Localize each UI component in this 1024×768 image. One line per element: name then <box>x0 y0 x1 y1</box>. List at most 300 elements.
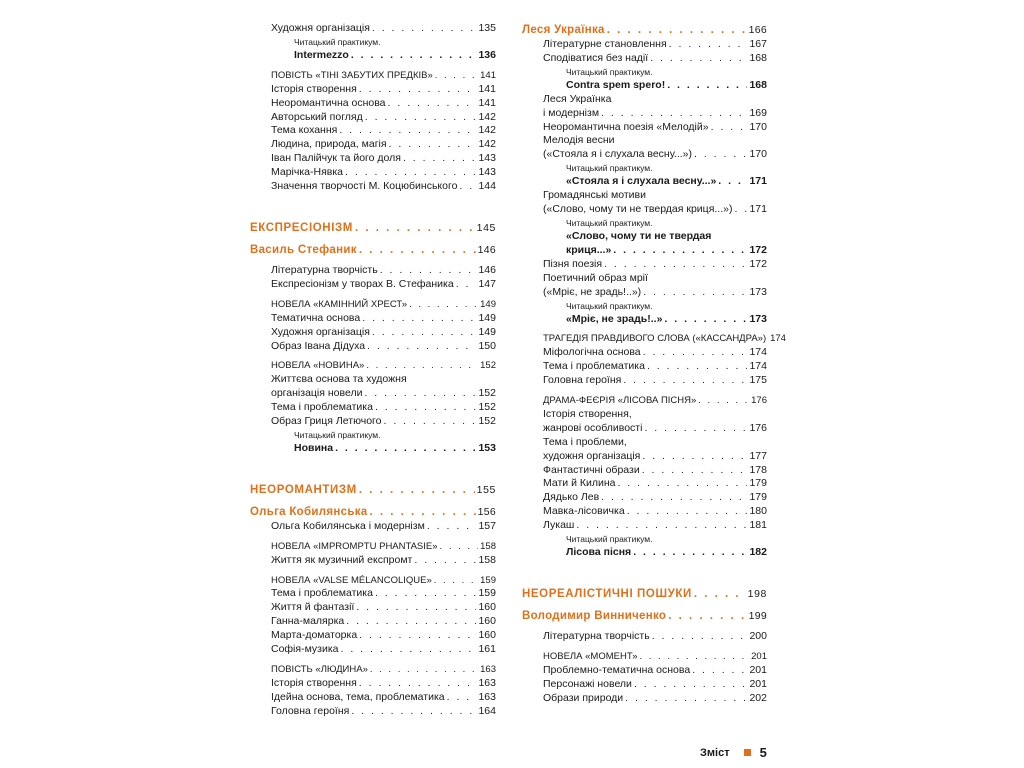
toc-entry-title: художня організація <box>543 449 641 462</box>
dot-leader <box>375 587 477 601</box>
toc-page-number: 152 <box>478 415 496 428</box>
toc-entry-title: НОВЕЛА «VALSE MÉLANCOLIQUE» <box>271 574 432 586</box>
toc-page-number: 176 <box>749 421 767 434</box>
toc-page-number: 159 <box>478 587 496 600</box>
dot-leader <box>440 540 479 554</box>
toc-page-number: 170 <box>749 148 767 161</box>
toc-entry[interactable] <box>250 340 496 354</box>
toc-entry[interactable] <box>250 83 496 97</box>
dot-leader <box>447 691 477 705</box>
dot-leader <box>607 22 747 38</box>
toc-page-number: 179 <box>749 477 767 490</box>
toc-entry[interactable] <box>250 554 496 568</box>
dot-leader <box>459 180 476 194</box>
toc-entry-title: Пізня поезія <box>543 257 603 270</box>
dot-leader <box>383 415 476 429</box>
dot-leader <box>372 22 477 36</box>
toc-page-number: 175 <box>749 374 767 387</box>
dot-leader <box>362 312 476 326</box>
toc-entry[interactable] <box>522 422 767 436</box>
dot-leader <box>643 346 748 360</box>
toc-entry-title: ТРАГЕДІЯ ПРАВДИВОГО СЛОВА («КАССАНДРА») <box>543 333 767 345</box>
toc-page-number: 156 <box>477 505 496 518</box>
toc-page-number: 145 <box>476 221 496 234</box>
toc-practicum-entry[interactable] <box>522 546 767 560</box>
toc-entry-title: ПОВІСТЬ «ТІНІ ЗАБУТИХ ПРЕДКІВ» <box>271 69 433 81</box>
footer-square-icon <box>744 749 751 756</box>
toc-page-number: 158 <box>478 553 496 566</box>
toc-page-number: 160 <box>478 601 496 614</box>
spacer <box>250 456 496 482</box>
toc-entry-title: НОВЕЛА «НОВИНА» <box>271 360 365 372</box>
toc-practicum-entry[interactable] <box>522 244 767 258</box>
toc-entry-title: Ганна-малярка <box>271 615 345 628</box>
toc-work-heading[interactable] <box>522 650 767 664</box>
dot-leader <box>642 450 747 464</box>
toc-page-number: 158 <box>480 540 496 552</box>
toc-work-heading[interactable] <box>522 332 786 346</box>
toc-entry-title: Софія-музика <box>271 643 339 656</box>
toc-entry[interactable] <box>522 519 767 533</box>
toc-entry-title: Дядько Лев <box>543 491 600 504</box>
toc-entry-title: Володимир Винниченко <box>522 610 667 622</box>
toc-entry-title: Життя й фантазії <box>271 601 355 614</box>
toc-movement-heading[interactable] <box>250 482 496 498</box>
toc-entry-title: Новина <box>294 441 334 454</box>
toc-author-heading[interactable] <box>522 608 767 624</box>
spacer <box>250 194 496 220</box>
reader-practicum-label: Читацький практикум. <box>566 217 653 228</box>
dot-leader <box>359 482 475 498</box>
toc-entry-title: жанрові особливості <box>543 421 643 434</box>
dot-leader <box>372 326 477 340</box>
dot-leader <box>669 38 748 52</box>
toc-page-number: 164 <box>478 704 496 717</box>
dot-leader <box>380 264 477 278</box>
dot-leader <box>633 546 747 560</box>
dot-leader <box>647 360 748 374</box>
toc-entry-line: Леся Українка <box>543 92 612 105</box>
toc-entry-title: Тематична основа <box>271 311 361 324</box>
toc-practicum-entry[interactable] <box>250 442 496 456</box>
toc-entry-title: Тема кохання <box>271 124 338 137</box>
spacer <box>522 560 767 586</box>
toc-entry-title: Фантастичні образи <box>543 463 640 476</box>
toc-entry-title: «Мріє, не зрадь!..» <box>566 312 663 325</box>
reader-practicum-label: Читацький практикум. <box>566 300 653 311</box>
toc-entry-title: Проблемно-тематична основа <box>543 663 691 676</box>
toc-entry-title: НЕОРЕАЛІСТИЧНІ ПОШУКИ <box>522 588 692 600</box>
toc-entry[interactable] <box>522 374 767 388</box>
toc-entry-title: Літературна творчість <box>271 263 378 276</box>
toc-page-number: 157 <box>478 519 496 532</box>
toc-page-number: 152 <box>478 387 496 400</box>
dot-leader <box>369 504 475 520</box>
dot-leader <box>613 244 747 258</box>
toc-entry-title: Літературна творчість <box>543 630 650 642</box>
reader-practicum-label: Читацький практикум. <box>294 36 381 47</box>
toc-entry-title: НОВЕЛА «IMPROMPTU PHANTASIE» <box>271 540 438 552</box>
toc-page-number: 181 <box>749 519 767 532</box>
toc-entry-title: Головна героїня <box>271 704 350 717</box>
dot-leader <box>345 166 476 180</box>
toc-page-number: 173 <box>749 285 767 298</box>
toc-entry-title: ПОВІСТЬ «ЛЮДИНА» <box>271 664 368 675</box>
toc-page-number: 172 <box>749 257 767 270</box>
toc-entry[interactable] <box>250 520 496 534</box>
toc-entry-title: Лісова пісня <box>566 546 632 559</box>
toc-page-number: 155 <box>476 483 496 496</box>
dot-leader <box>617 477 747 491</box>
dot-leader <box>734 203 747 217</box>
dot-leader <box>335 442 476 456</box>
dot-leader <box>351 705 476 719</box>
toc-entry-title: Міфологічна основа <box>543 346 641 359</box>
toc-column-left <box>250 22 496 719</box>
toc-page-number: 174 <box>770 333 786 345</box>
toc-entry-title: Авторський погляд <box>271 110 363 123</box>
dot-leader <box>634 678 748 692</box>
toc-entry-title: Значення творчості М. Коцюбинського <box>271 180 458 193</box>
toc-entry-title: Художня організація <box>271 22 370 34</box>
dot-leader <box>668 608 746 624</box>
toc-entry[interactable] <box>250 312 496 326</box>
toc-entry[interactable] <box>522 450 767 464</box>
toc-entry-line: Життєва основа та художня <box>271 373 407 386</box>
dot-leader <box>341 643 477 657</box>
toc-page-number: 160 <box>478 615 496 628</box>
toc-page-number: 201 <box>751 650 767 662</box>
toc-page-number: 168 <box>749 78 767 91</box>
dot-leader <box>403 152 477 166</box>
toc-entry[interactable] <box>250 677 496 691</box>
dot-leader <box>643 286 747 300</box>
toc-page-number: 141 <box>480 69 496 81</box>
toc-page-number: 152 <box>478 401 496 414</box>
dot-leader <box>652 630 748 644</box>
toc-entry-line: Громадянські мотиви <box>543 189 646 202</box>
toc-page-number: 147 <box>478 277 496 290</box>
dot-leader <box>644 422 747 436</box>
reader-practicum-label: Читацький практикум. <box>294 429 381 440</box>
dot-leader <box>359 629 476 643</box>
reader-practicum-label: Читацький практикум. <box>566 534 653 545</box>
toc-page-number: 174 <box>749 360 767 373</box>
toc-page-number: 166 <box>748 24 767 36</box>
toc-entry-title: («Мріє, не зрадь!..») <box>543 285 642 298</box>
toc-entry-title: («Стояла я і слухала весну...») <box>543 148 692 161</box>
toc-page-number: 182 <box>749 546 767 559</box>
toc-entry-title: Ольга Кобилянська і модернізм <box>271 519 425 532</box>
toc-entry[interactable] <box>250 138 496 152</box>
dot-leader <box>339 124 476 138</box>
toc-entry-title: Тема і проблематика <box>271 401 373 414</box>
toc-entry-title: і модернізм <box>543 106 600 119</box>
toc-practicum-entry[interactable] <box>250 49 496 63</box>
dot-leader <box>367 340 476 354</box>
toc-page-number: 135 <box>478 22 496 34</box>
dot-leader <box>365 111 477 125</box>
toc-entry[interactable] <box>250 264 496 278</box>
dot-leader <box>642 464 748 478</box>
toc-page-number: 143 <box>478 152 496 165</box>
toc-entry[interactable] <box>522 52 767 66</box>
toc-page-number: 136 <box>478 48 496 61</box>
toc-page-number: 167 <box>749 38 767 50</box>
toc-entry[interactable] <box>522 38 767 52</box>
reader-practicum-label: Читацький практикум. <box>566 66 653 77</box>
toc-author-heading[interactable] <box>250 242 496 258</box>
toc-page-number: 146 <box>477 243 496 256</box>
toc-entry-title: Ідейна основа, тема, проблематика <box>271 690 445 703</box>
dot-leader <box>346 615 476 629</box>
toc-entry[interactable] <box>250 97 496 111</box>
toc-author-heading[interactable] <box>522 22 767 38</box>
toc-page-number: 198 <box>747 588 767 600</box>
toc-entry[interactable] <box>522 477 767 491</box>
toc-author-heading[interactable] <box>250 504 496 520</box>
toc-page-number: 149 <box>480 298 496 310</box>
toc-entry[interactable] <box>250 615 496 629</box>
toc-entry-title: Персонажі новели <box>543 677 632 690</box>
toc-entry-title: Головна героїня <box>543 374 622 387</box>
dot-leader <box>604 258 747 272</box>
toc-page-number: 180 <box>749 505 767 518</box>
dot-leader <box>356 601 476 615</box>
toc-entry-title: Марічка-Нявка <box>271 166 344 179</box>
toc-entry[interactable] <box>250 166 496 180</box>
toc-entry[interactable] <box>522 258 767 272</box>
toc-page-number: 143 <box>478 166 496 179</box>
toc-entry-title: Intermezzo <box>294 48 349 61</box>
toc-page-number: 159 <box>480 574 496 586</box>
toc-entry[interactable] <box>522 692 767 706</box>
toc-entry[interactable] <box>250 601 496 615</box>
toc-entry[interactable] <box>522 491 767 505</box>
toc-page-number: 201 <box>749 677 767 690</box>
toc-entry[interactable] <box>250 326 496 340</box>
toc-entry-title: «Стояла я і слухала весну...» <box>566 175 717 188</box>
toc-entry-line: Мелодія весни <box>543 134 615 147</box>
footer-section-label: Зміст <box>700 746 730 759</box>
toc-entry-title: криця...» <box>566 243 612 256</box>
toc-page-number: 144 <box>478 180 496 193</box>
toc-work-heading[interactable] <box>250 574 496 588</box>
toc-entry[interactable] <box>250 387 496 401</box>
toc-entry[interactable] <box>522 346 767 360</box>
toc-entry-title: Мати й Килина <box>543 477 616 490</box>
toc-entry[interactable] <box>250 415 496 429</box>
toc-entry[interactable] <box>522 464 767 478</box>
toc-entry[interactable] <box>250 111 496 125</box>
toc-column-right <box>522 22 786 706</box>
dot-leader <box>435 69 478 83</box>
toc-work-heading[interactable] <box>522 394 767 408</box>
toc-page-number: 163 <box>480 664 496 675</box>
dot-leader <box>692 664 747 678</box>
toc-entry-title: Марта-доматорка <box>271 629 358 642</box>
toc-entry[interactable] <box>522 678 767 692</box>
toc-entry-title: Образи природи <box>543 691 624 704</box>
toc-work-heading[interactable] <box>250 663 496 677</box>
toc-page-number: 176 <box>751 395 767 407</box>
dot-leader <box>456 278 477 292</box>
toc-entry-title: Художня організація <box>271 325 370 338</box>
toc-entry[interactable] <box>250 152 496 166</box>
toc-work-heading[interactable] <box>250 540 496 554</box>
toc-page-number: 169 <box>749 106 767 119</box>
page-number: 5 <box>759 745 767 760</box>
dot-leader <box>355 220 475 236</box>
dot-leader <box>389 138 477 152</box>
toc-entry-title: ДРАМА-ФЕЄРІЯ «ЛІСОВА ПІСНЯ» <box>543 395 697 407</box>
toc-entry-title: НОВЕЛА «КАМІННИЙ ХРЕСТ» <box>271 298 408 310</box>
dot-leader <box>627 505 748 519</box>
dot-leader <box>366 359 478 373</box>
dot-leader <box>694 586 746 602</box>
toc-entry-title: Експресіонізм у творах В. Стефаника <box>271 277 454 290</box>
toc-entry[interactable] <box>250 401 496 415</box>
toc-entry[interactable] <box>250 22 496 36</box>
dot-leader <box>359 83 477 97</box>
dot-leader <box>625 692 747 706</box>
dot-leader <box>623 374 747 388</box>
toc-page-number: 172 <box>749 243 767 256</box>
toc-page-number: 173 <box>749 312 767 325</box>
toc-page-number: 199 <box>748 610 767 622</box>
toc-page-number: 152 <box>480 360 496 372</box>
dot-leader <box>601 491 747 505</box>
toc-page-number: 177 <box>749 449 767 462</box>
toc-entry-title: Мавка-лісовичка <box>543 505 625 518</box>
toc-entry[interactable] <box>522 203 767 217</box>
toc-page-number: 146 <box>478 263 496 276</box>
toc-entry[interactable] <box>522 664 767 678</box>
toc-entry-line: Поетичний образ мрії <box>543 271 648 284</box>
toc-page-number: 153 <box>478 441 496 454</box>
toc-entry-title: Ольга Кобилянська <box>250 505 368 518</box>
dot-leader <box>718 175 747 189</box>
toc-page-number: 171 <box>749 203 767 216</box>
toc-work-heading[interactable] <box>250 359 496 373</box>
dot-leader <box>409 298 478 312</box>
dot-leader <box>351 49 477 63</box>
reader-practicum-label: Читацький практикум. <box>566 163 653 174</box>
toc-entry-title: Історія створення <box>271 82 357 95</box>
toc-entry[interactable] <box>250 691 496 705</box>
toc-entry[interactable] <box>522 107 767 121</box>
dot-leader <box>427 520 477 534</box>
toc-entry[interactable] <box>522 148 767 162</box>
toc-entry-title: Літературне становлення <box>543 38 667 50</box>
toc-entry[interactable] <box>250 629 496 643</box>
dot-leader <box>375 401 477 415</box>
toc-entry-title: Contra spem spero! <box>566 78 666 91</box>
dot-leader <box>370 663 478 677</box>
toc-entry-title: Образ Гриця Летючого <box>271 415 382 428</box>
dot-leader <box>388 97 477 111</box>
dot-leader <box>667 79 747 93</box>
toc-entry[interactable] <box>250 124 496 138</box>
toc-entry-title: («Слово, чому ти не твердая криця...») <box>543 203 733 216</box>
toc-practicum-entry[interactable] <box>522 175 767 189</box>
toc-page-number: 150 <box>478 339 496 352</box>
toc-entry-line: «Слово, чому ти не твердая <box>566 229 712 242</box>
toc-entry[interactable] <box>250 278 496 292</box>
toc-page-number: 171 <box>749 175 767 188</box>
toc-page-number: 142 <box>478 138 496 151</box>
toc-movement-heading[interactable] <box>250 220 496 236</box>
toc-page-number: 161 <box>478 643 496 656</box>
toc-entry[interactable] <box>522 505 767 519</box>
toc-page-number: 149 <box>478 325 496 338</box>
toc-page-number: 202 <box>749 691 767 704</box>
toc-page-number: 142 <box>478 124 496 137</box>
toc-entry[interactable] <box>250 643 496 657</box>
toc-entry-title: Людина, природа, магія <box>271 138 387 151</box>
dot-leader <box>601 107 747 121</box>
toc-page-number: 141 <box>478 82 496 95</box>
dot-leader <box>364 387 476 401</box>
dot-leader <box>694 148 747 162</box>
toc-entry[interactable] <box>250 705 496 719</box>
toc-entry-title: Образ Івана Дідуха <box>271 339 366 352</box>
toc-practicum-entry[interactable] <box>522 313 767 327</box>
toc-page-number: 163 <box>478 676 496 689</box>
toc-entry-title: Василь Стефаник <box>250 243 357 256</box>
toc-entry-title: Іван Палійчук та його доля <box>271 152 401 165</box>
dot-leader <box>640 650 750 664</box>
toc-page-number: 179 <box>749 491 767 504</box>
dot-leader <box>650 52 747 66</box>
dot-leader <box>576 519 747 533</box>
dot-leader <box>359 677 477 691</box>
toc-entry-title: Тема і проблематика <box>271 587 373 600</box>
toc-page-number: 163 <box>478 690 496 703</box>
toc-entry-title: Тема і проблематика <box>543 360 645 373</box>
toc-entry[interactable] <box>250 180 496 194</box>
toc-entry[interactable] <box>522 360 767 374</box>
toc-entry[interactable] <box>250 587 496 601</box>
toc-entry-title: Історія створення <box>271 676 357 689</box>
toc-page-number: 160 <box>478 629 496 642</box>
toc-entry-title: Життя як музичний експромт <box>271 553 413 566</box>
dot-leader <box>414 554 476 568</box>
toc-entry-title: НОВЕЛА «МОМЕНТ» <box>543 650 638 662</box>
toc-entry-title: НЕОРОМАНТИЗМ <box>250 483 357 496</box>
toc-page-number: 141 <box>478 96 496 109</box>
toc-page-number: 201 <box>749 663 767 676</box>
toc-work-heading[interactable] <box>250 69 496 83</box>
toc-page-number: 178 <box>749 463 767 476</box>
toc-entry-title: Леся Українка <box>522 24 605 36</box>
toc-practicum-entry[interactable] <box>522 79 767 93</box>
toc-entry-line: Історія створення, <box>543 407 632 420</box>
page-footer <box>700 745 790 760</box>
toc-work-heading[interactable] <box>250 298 496 312</box>
dot-leader <box>711 121 748 135</box>
toc-entry-title: ЕКСПРЕСІОНІЗМ <box>250 221 353 234</box>
toc-page-number: 168 <box>749 51 767 64</box>
toc-entry-line: Тема і проблеми, <box>543 435 627 448</box>
toc-entry-title: Сподіватися без надії <box>543 51 649 64</box>
toc-movement-heading[interactable] <box>522 586 767 602</box>
toc-page-number: 170 <box>749 120 767 133</box>
toc-entry[interactable] <box>522 121 767 135</box>
toc-entry[interactable] <box>522 630 767 644</box>
toc-entry[interactable] <box>522 286 767 300</box>
toc-entry-title: Неоромантична поезія «Мелодій» <box>543 120 709 133</box>
